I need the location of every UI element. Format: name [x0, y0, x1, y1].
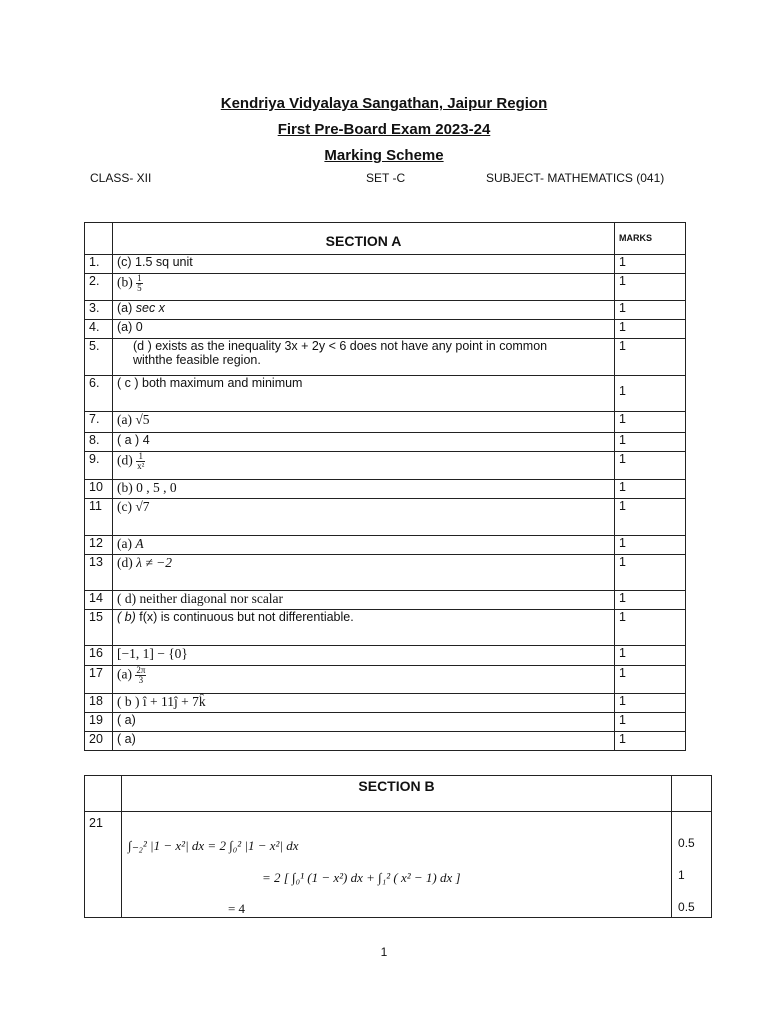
answer-row: [85, 536, 686, 555]
solution-line-1: ∫₋₂² |1 − x²| dx = 2 ∫₀² |1 − x²| dx: [127, 838, 299, 853]
question-number: 11: [85, 499, 113, 536]
mark-step-3: 0.5: [678, 900, 695, 914]
answer-cell: [112, 646, 614, 666]
answer-option: (c): [116, 499, 132, 514]
question-number: 1.: [85, 255, 113, 274]
mark-step-1: 0.5: [678, 836, 695, 850]
answer-cell: [112, 499, 614, 536]
question-number: 15: [85, 610, 113, 646]
answer-row: [85, 339, 686, 376]
answer-marks: 1: [615, 646, 686, 666]
answer-marks: 1: [615, 732, 686, 751]
answer-text: sec x: [135, 301, 165, 315]
org-title: Kendriya Vidyalaya Sangathan, Jaipur Region: [220, 95, 548, 112]
answer-text: exists as the inequality 3x + 2y < 6 does not have any point in common: [155, 339, 548, 353]
answer-option: ( b ): [116, 694, 140, 709]
answer-cell: [112, 301, 614, 320]
question-number: 5.: [85, 339, 113, 376]
answer-option: (a): [116, 320, 133, 334]
answer-marks: 1: [615, 320, 686, 339]
answer-option: (d ): [132, 339, 152, 353]
answer-cell: [112, 339, 614, 376]
answer-text: f(x) is continuous but not differentiable.: [139, 610, 354, 624]
question-number: 13: [85, 555, 113, 591]
question-number: 16: [85, 646, 113, 666]
answer-cell: [112, 255, 614, 274]
question-number: 3.: [85, 301, 113, 320]
question-21-row: [85, 812, 712, 918]
fraction-numerator: 1: [136, 452, 145, 462]
answer-text: neither diagonal nor scalar: [139, 591, 284, 606]
answer-row: [85, 320, 686, 339]
section-b-title: SECTION B: [121, 776, 671, 812]
answer-option: (c): [116, 255, 132, 269]
answer-row: [85, 433, 686, 452]
answer-marks: 1: [615, 376, 686, 412]
question-number: 2.: [85, 274, 113, 301]
answer-row: [85, 555, 686, 591]
fraction-denominator: x²: [137, 461, 145, 471]
answer-cell: [112, 555, 614, 591]
answer-fraction: [136, 274, 143, 293]
section-a-title: SECTION A: [112, 223, 614, 255]
answer-row: [85, 452, 686, 480]
answer-marks: 1: [615, 694, 686, 713]
answer-option: (d): [116, 452, 133, 468]
answer-cell: [112, 591, 614, 610]
answer-cell: [112, 433, 614, 452]
answer-cell: [112, 376, 614, 412]
section-a-table: [84, 222, 686, 751]
answer-marks: 1: [615, 255, 686, 274]
answer-text: 1.5 sq unit: [135, 255, 193, 269]
answer-row: [85, 666, 686, 694]
answer-cell: [112, 452, 614, 480]
answer-cell: [112, 480, 614, 499]
fraction-denominator: 5: [137, 283, 142, 293]
answer-row: [85, 610, 686, 646]
set-label: SET -C: [366, 171, 406, 185]
question-21-solution: [121, 812, 671, 918]
answer-text: [−1, 1] − {0}: [116, 646, 188, 661]
answer-cell: [112, 274, 614, 301]
answer-option: ( d): [116, 591, 137, 606]
answer-option: ( a ): [116, 433, 140, 447]
answer-cell: [112, 732, 614, 751]
question-number: 17: [85, 666, 113, 694]
question-21-marks: [672, 812, 712, 918]
answer-text: 0: [135, 320, 143, 334]
answer-marks: 1: [615, 713, 686, 732]
answer-fraction: [136, 452, 145, 471]
answer-text: A: [135, 536, 144, 551]
subject-label: SUBJECT- MATHEMATICS (041): [486, 171, 665, 185]
answer-fraction: [135, 666, 146, 685]
fraction-denominator: 3: [138, 675, 144, 685]
answer-cell: [112, 320, 614, 339]
section-b-table: [84, 775, 712, 918]
answer-row: [85, 480, 686, 499]
question-number: 19: [85, 713, 113, 732]
answer-option: (b): [116, 274, 133, 290]
question-number: 9.: [85, 452, 113, 480]
answer-cell: [112, 412, 614, 433]
answer-marks: 1: [615, 610, 686, 646]
answer-cell: [112, 694, 614, 713]
answer-marks: 1: [615, 499, 686, 536]
question-number: 18: [85, 694, 113, 713]
section-b-header-row: [85, 776, 712, 812]
answer-text: √5: [135, 412, 150, 427]
answer-option: ( b): [116, 610, 136, 624]
answer-cell: [112, 610, 614, 646]
mark-step-2: 1: [678, 868, 685, 882]
answer-cell: [112, 536, 614, 555]
answer-text: 0 , 5 , 0: [136, 480, 177, 495]
answer-option: (a): [116, 536, 132, 551]
question-number: 21: [85, 812, 122, 918]
answer-marks: 1: [615, 555, 686, 591]
question-number: 4.: [85, 320, 113, 339]
answer-option: ( a): [116, 713, 136, 727]
answer-marks: 1: [615, 433, 686, 452]
answer-marks: 1: [615, 412, 686, 433]
answer-row: [85, 591, 686, 610]
answer-option: (a): [116, 301, 133, 315]
answer-row: [85, 694, 686, 713]
answer-row: [85, 412, 686, 433]
answer-text-continued: withthe feasible region.: [132, 353, 261, 367]
answer-option: (a): [116, 412, 132, 427]
answer-marks: 1: [615, 301, 686, 320]
answer-option: ( a): [116, 732, 136, 746]
answer-marks: 1: [615, 591, 686, 610]
answer-marks: 1: [615, 339, 686, 376]
answer-option: (b): [116, 480, 133, 495]
answer-row: [85, 499, 686, 536]
marks-header: MARKS: [615, 223, 686, 255]
answer-row: [85, 732, 686, 751]
question-number: 12: [85, 536, 113, 555]
answer-option: ( c ): [116, 376, 139, 390]
section-a-rows: [85, 255, 686, 751]
answer-option: (a): [116, 666, 132, 682]
fraction-numerator: 1: [137, 273, 142, 283]
answer-marks: 1: [615, 536, 686, 555]
answer-text: 4: [142, 433, 150, 447]
question-number: 8.: [85, 433, 113, 452]
answer-option: (d): [116, 555, 133, 570]
doc-title: Marking Scheme: [324, 147, 444, 164]
page-number: 1: [380, 945, 388, 959]
class-label: CLASS- XII: [90, 171, 152, 185]
answer-marks: 1: [615, 480, 686, 499]
solution-line-3: = 4: [227, 901, 246, 916]
answer-row: [85, 301, 686, 320]
answer-row: [85, 255, 686, 274]
answer-text: î + 11ĵ + 7k̂: [142, 694, 206, 709]
answer-row: [85, 713, 686, 732]
question-number: 7.: [85, 412, 113, 433]
answer-cell: [112, 713, 614, 732]
fraction-numerator: 2π: [136, 665, 146, 675]
question-number: 6.: [85, 376, 113, 412]
exam-title: First Pre-Board Exam 2023-24: [277, 121, 491, 138]
answer-row: [85, 274, 686, 301]
solution-line-2: = 2 [ ∫₀¹ (1 − x²) dx + ∫₁² ( x² − 1) dx ]: [261, 870, 461, 885]
answer-marks: 1: [615, 666, 686, 694]
question-number: 14: [85, 591, 113, 610]
answer-marks: 1: [615, 274, 686, 301]
answer-row: [85, 376, 686, 412]
section-a-header-row: [85, 223, 686, 255]
answer-text: λ ≠ −2: [136, 555, 172, 570]
answer-cell: [112, 666, 614, 694]
question-number: 10: [85, 480, 113, 499]
answer-text: both maximum and minimum: [142, 376, 303, 390]
question-number: 20: [85, 732, 113, 751]
answer-marks: 1: [615, 452, 686, 480]
answer-row: [85, 646, 686, 666]
answer-text: √7: [135, 499, 150, 514]
